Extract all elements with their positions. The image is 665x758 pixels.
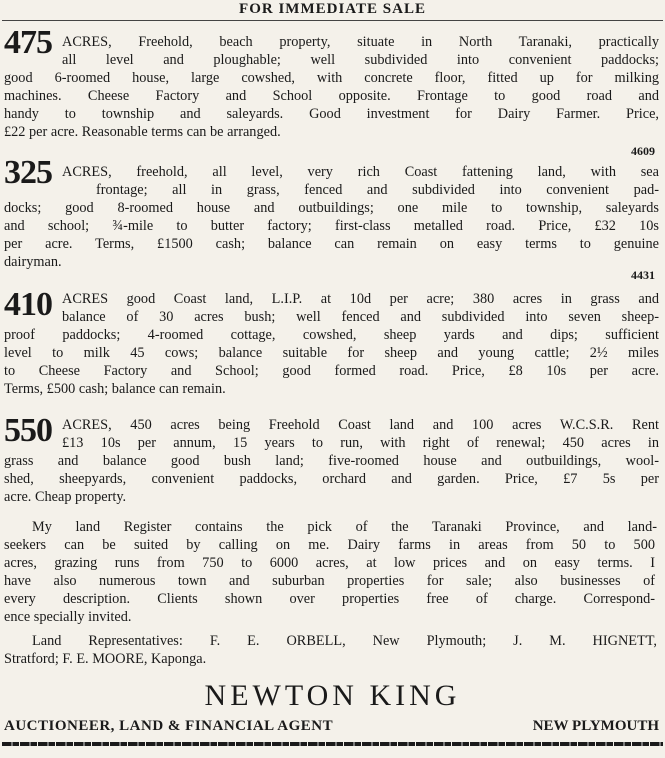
heading-rule xyxy=(2,20,663,21)
listing-line: ACRES good Coast land, L.I.P. at 10d per acre; 380 acres in grass and xyxy=(62,291,659,307)
representatives-line: Stratford; F. E. MOORE, Kaponga. xyxy=(4,651,207,667)
listing-line: machines. Cheese Factory and School opposite. Frontage to good road and xyxy=(4,88,659,104)
listing-line: per acre. Terms, £1500 cash; balance can remain on easy terms to genuine xyxy=(4,236,659,252)
agent-title: AUCTIONEER, LAND & FINANCIAL AGENT xyxy=(4,718,334,734)
register-line: seekers can be suited by calling on me. Dairy farms in areas from 50 to 500 xyxy=(4,537,655,553)
listing-line: £22 per acre. Reasonable terms can be arranged. xyxy=(4,124,281,140)
listing-acreage-number: 475 xyxy=(4,24,52,61)
page-heading: FOR IMMEDIATE SALE xyxy=(239,1,426,17)
listing-line: £13 10s per annum, 15 years to run, with right of renewal; 450 acres in xyxy=(62,435,659,451)
listing-line: to Cheese Factory and School; good formed road. Price, £8 10s per acre. xyxy=(4,363,659,379)
listing-line: Terms, £500 cash; balance can remain. xyxy=(4,381,226,397)
listing-line: balance of 30 acres bush; well fenced and subdivided into seven sheep- xyxy=(62,309,659,325)
representatives-line: Land Representatives: F. E. ORBELL, New Plymouth; J. M. HIGNETT, xyxy=(32,633,657,649)
listing-line: frontage; all in grass, fenced and subdivided into convenient pad- xyxy=(96,182,659,198)
listing-line: grass and balance good bush land; five-roomed house and outbuildings, wool- xyxy=(4,453,659,469)
register-line: acres, grazing runs from 750 to 6000 acres, at low prices and on easy terms. I xyxy=(4,555,655,571)
listing-line: shed, sheepyards, convenient paddocks, orchard and garden. Price, £7 5s per xyxy=(4,471,659,487)
listing-line: level to milk 45 cows; balance suitable for sheep and young cattle; 2½ miles xyxy=(4,345,659,361)
listing-line: dairyman. xyxy=(4,254,62,270)
register-line: have also numerous town and suburban properties for sale; also businesses of xyxy=(4,573,655,589)
listing-reference-number: 4431 xyxy=(631,268,655,282)
listing-line: good 6-roomed house, large cowshed, with concrete floor, fitted up for milking xyxy=(4,70,659,86)
register-line: My land Register contains the pick of the Taranaki Province, and land- xyxy=(32,519,657,535)
agent-name: NEWTON KING xyxy=(204,679,461,712)
register-line: every description. Clients shown over properties free of charge. Correspond- xyxy=(4,591,655,607)
listing-line: proof paddocks; 4-roomed cottage, cowshed, sheep yards and dips; sufficient xyxy=(4,327,659,343)
listing-line: docks; good 8-roomed house and outbuildings; one mile to township, saleyards xyxy=(4,200,659,216)
listing-line: acre. Cheap property. xyxy=(4,489,127,505)
listing-line: ACRES, freehold, all level, very rich Coast fattening land, with sea xyxy=(62,164,659,180)
listing-line: ACRES, Freehold, beach property, situate in North Taranaki, practically xyxy=(62,34,659,50)
agent-town: NEW PLYMOUTH xyxy=(532,718,659,734)
listing-acreage-number: 325 xyxy=(4,154,52,191)
listing-line: all level and ploughable; well subdivided into convenient paddocks; xyxy=(62,52,659,68)
listing-acreage-number: 550 xyxy=(4,412,52,449)
listing-acreage-number: 410 xyxy=(4,286,52,323)
register-line: ence specially invited. xyxy=(4,609,132,625)
listing-line: handy to township and saleyards. Good investment for Dairy Farmer. Price, xyxy=(4,106,659,122)
listing-line: ACRES, 450 acres being Freehold Coast land and 100 acres W.C.S.R. Rent xyxy=(62,417,659,433)
listing-line: and school; ¾-mile to butter factory; first-class metalled road. Price, £32 10s xyxy=(4,218,659,234)
listing-reference-number: 4609 xyxy=(631,144,655,158)
bottom-decorative-rule xyxy=(2,742,663,746)
